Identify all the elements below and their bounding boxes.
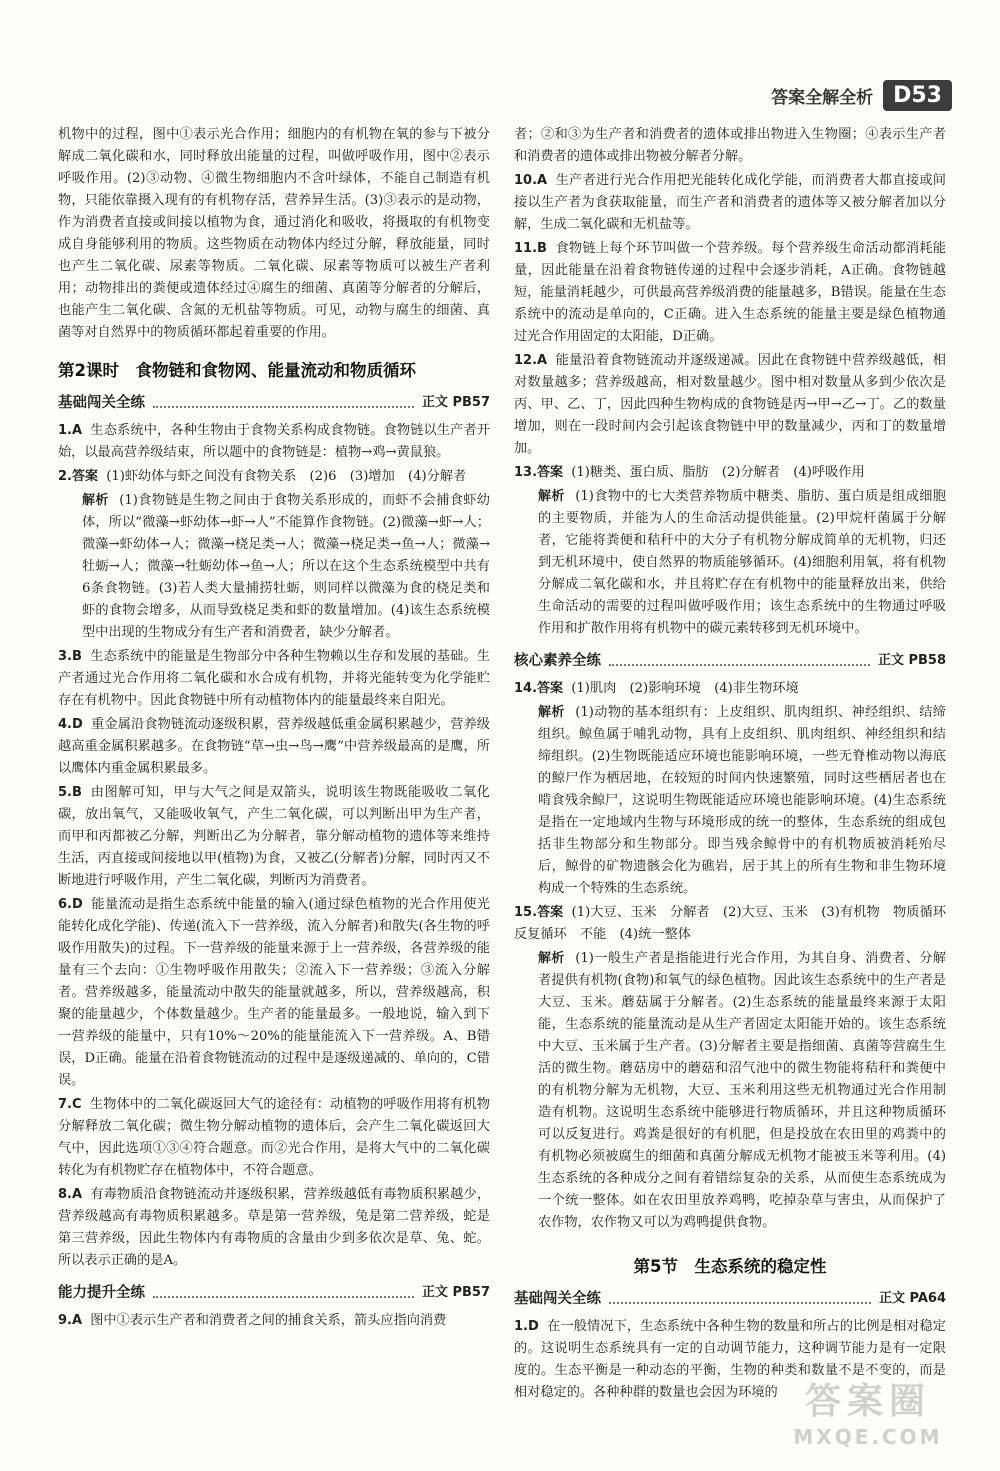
intro-paragraph: 者；②和③为生产者和消费者的遗体或排出物进入生物圈；④表示生产者和消费者的遗体或排出物被分解者分解。 <box>514 127 946 164</box>
item-text: 生物体中的二氧化碳返回大气的途径有：动植物的呼吸作用将有机物分解释放二氧化碳；微生物分解动植物的遗体后，会产生二氧化碳返回大气中，因此选项①③④符合题意。而②光合作用，是将大气中的二氧化碳转化为有机物贮存在植物体中，不符合题意。 <box>58 1097 490 1178</box>
item-number: 7.C <box>58 1097 82 1112</box>
answer-item <box>514 678 946 700</box>
answer-item <box>58 714 490 780</box>
item-number: 1.D <box>514 1319 539 1334</box>
subsection-name: 核心素养全练 <box>514 653 601 669</box>
answer-item <box>58 646 490 712</box>
item-number: 1.A <box>58 423 83 438</box>
item-text: 生产者进行光合作用把光能转化成化学能，而消费者大都直接或间接以生产者为食获取能量，而生产者和消费者的遗体等又被分解者加以分解，生成二氧化碳和无机盐等。 <box>514 173 946 232</box>
answer-item <box>514 350 946 460</box>
subsection-name: 能力提升全练 <box>58 1285 145 1301</box>
item-text: 有毒物质沿食物链流动并逐级积累，营养级越低有毒物质积累越少，营养级越高有毒物质积累越多。草是第一营养级，兔是第二营养级，蛇是第三营养级，因此生物体内有毒物质的含量由少到多依次是草、兔、蛇。所以表示正确的是A。 <box>58 1187 491 1268</box>
intro-paragraph: 机物中的过程，图中①表示光合作用；细胞内的有机物在氧的参与下被分解成二氧化碳和水，同时释放出能量的过程，叫做呼吸作用，图中②表示呼吸作用。(2)③动物、④微生物细胞内不含叶绿体，不能自己制造有机物，只能依靠摄入现有的有机物存活，营养异生活。(3)③表示的是动物，作为消费者直接或间接以植物为食，通过消化和吸收，将摄取的有机物变成自身能够利用的物质。这些物质在动物体内经过分解，释放能量，同时也产生二氧化碳、尿素等物质。二氧化碳、尿素等物质可以被生产者利用；动物排出的粪便或遗体经过④腐生的细菌、真菌等分解者的分解后，也能产生二氧化碳、含氮的无机盐等物质。可见，动物与腐生的细菌、真菌等对自然界中的物质循环都起着重要的作用。 <box>58 127 490 340</box>
analysis-text: (1)一般生产者是指能进行光合作用，为其自身、消费者、分解者提供有机物(食物)和氧气的绿色植物。因此该生态系统中的生产者是大豆、玉米。蘑菇属于分解者。(2)生态系统的能量最终来源于太阳能，生态系统的能量流动是从生产者固定太阳能开始的。该生态系统中大豆、玉米属于生产者。(3)分解者主要是指细菌、真菌等营腐生生活的微生物。蘑菇房中的蘑菇和沼气池中的微生物能将秸秆和粪便中的有机物分解为无机物，大豆、玉米利用这些无机物通过光合作用制造有机物。这说明生态系统中能够进行物质循环，并且这种物质循环可以反复进行。鸡粪是很好的有机肥，但是投放在农田里的鸡粪中的有机物必须被腐生的细菌和真菌分解成无机物才能被玉米等利用。(4)生态系统的各种成分之间有着错综复杂的关系，从而使生态系统成为一个统一整体。如在农田里放养鸡鸭，吃掉杂草与害虫，从而保护了农作物，农作物又可以为鸡鸭提供食物。 <box>538 951 946 1230</box>
item-number: 15.答案 <box>514 905 564 920</box>
item-number: 6.D <box>58 897 83 912</box>
dotted-leader <box>153 398 414 408</box>
item-number: 14.答案 <box>514 681 564 696</box>
subsection-name: 基础闯关全练 <box>514 1291 601 1307</box>
answer-item <box>58 420 490 464</box>
page-header <box>771 80 952 111</box>
subsection-header-basic <box>58 392 490 414</box>
subsection-header-ability <box>58 1282 490 1304</box>
lesson-title: 第2课时 食物链和食物网、能量流动和物质循环 <box>58 361 416 380</box>
subsection-page-ref: 正文 PB57 <box>421 395 490 410</box>
analysis-label: 解析 <box>538 705 565 720</box>
answer-item <box>58 894 490 1092</box>
analysis-paragraph <box>58 490 490 644</box>
answer-item <box>514 170 946 236</box>
answer-item <box>58 1094 490 1182</box>
answer-item <box>58 1310 490 1332</box>
header-title: 答案全解全析 <box>771 88 874 108</box>
right-column <box>514 124 960 1406</box>
item-number: 11.B <box>514 241 547 256</box>
answer-item <box>58 466 490 488</box>
answer-item <box>514 238 946 348</box>
watermark-url: MXQE.COM <box>793 1425 943 1449</box>
item-number: 9.A <box>58 1313 83 1328</box>
subsection-header-basic-2 <box>514 1288 946 1310</box>
item-number: 10.A <box>514 173 548 188</box>
analysis-label: 解析 <box>82 493 109 508</box>
analysis-paragraph <box>514 486 946 640</box>
analysis-text: (1)食物链是生物之间由于食物关系形成的，而虾不会捕食虾幼体，所以“微藻→虾幼体→虾→人”不能算作食物链。(2)微藻→虾→人；微藻→虾幼体→人；微藻→桡足类→人；微藻→桡足类→鱼→人；微藻→牡蛎→人；微藻→牡蛎幼体→鱼→人；所以在这个生态系统模型中共有6条食物链。(3)若人类大量捕捞牡蛎，则同样以微藻为食的桡足类和虾的食物会增多，从而导致桡足类和虾的数量增加。(4)该生态系统模型中出现的生物成分有生产者和消费者，缺少分解者。 <box>82 493 490 640</box>
subsection-page-ref: 正文 PB58 <box>877 653 946 668</box>
item-text: 能量流动是指生态系统中能量的输入(通过绿色植物的光合作用使光能转化成化学能)、传递(流入下一营养级，流入分解者)和散失(各生物的呼吸作用散失)的过程。下一营养级的能量来源于上一营养级，各营养级的能量有三个去向：①生物呼吸作用散失；②流入下一营养级；③流入分解者。营养级越多，能量流动中散失的能量就越多，所以，营养级越高，积聚的能量越少，个体数量越少。生产者的能量最多。一般地说，输入到下一营养级的能量中，只有10%～20%的能量能流入下一营养级。A、B错误，D正确。能量在沿着食物链流动的过程中是逐级递减的、单向的，C错误。 <box>58 897 490 1088</box>
item-text: (1)虾幼体与虾之间没有食物关系 (2)6 (3)增加 (4)分解者 <box>106 469 467 484</box>
watermark-text: 答案圈 <box>804 1381 931 1422</box>
answer-item <box>514 462 946 484</box>
item-text: 重金属沿食物链流动逐级积累，营养级越低重金属积累越少，营养级越高重金属积累越多。在食物链“草→虫→鸟→鹰”中营养级最高的是鹰，所以鹰体内重金属积累最多。 <box>58 717 490 776</box>
item-text: 在一般情况下，生态系统中各种生物的数量和所占的比例是相对稳定的。这说明生态系统具有一定的自动调节能力，这种调节能力是有一定限度的。生态平衡是一种动态的平衡，生物的种类和数量不是不变的，而是相对稳定的。各种种群的数量也会因为环境的 <box>514 1319 946 1400</box>
subsection-page-ref: 正文 PA64 <box>878 1291 946 1306</box>
item-number: 13.答案 <box>514 465 564 480</box>
section-title: 第5节 生态系统的稳定性 <box>633 1257 827 1276</box>
item-text: 图中①表示生产者和消费者之间的捕食关系，箭头应指向消费 <box>90 1313 447 1328</box>
item-text: 食物链上每个环节叫做一个营养级。每个营养级生命活动都消耗能量，因此能量在沿着食物链传递的过程中会逐步消耗，A正确。食物链越短，能量消耗越少，可供最高营养级消费的能量越多，B错误。能量在生态系统中的流动是单向的，C正确。进入生态系统的能量主要是绿色植物通过光合作用固定的太阳能，D正确。 <box>514 241 946 344</box>
analysis-text: (1)食物中的七大类营养物质中糖类、脂肪、蛋白质是组成细胞的主要物质，并能为人的生命活动提供能量。(2)甲烷杆菌属于分解者，它能将粪便和秸秆中的大分子有机物分解成简单的无机物，归还到无机环境中，使自然界的物质能够循环。(4)细胞利用氧，将有机物分解成二氧化碳和水，并且将贮存在有机物中的能量释放出来，供给生命活动的需要的过程叫做呼吸作用；该生态系统中的生物通过呼吸作用和扩散作用将有机物中的碳元素转移到无机环境中。 <box>538 489 946 636</box>
analysis-text: (1)动物的基本组织有：上皮组织、肌肉组织、神经组织、结缔组织。鲸鱼属于哺乳动物，具有上皮组织、肌肉组织、神经组织和结缔组织。(2)生物既能适应环境也能影响环境，一些无脊椎动物以海底的鲸尸作为栖居地，在较短的时间内快速繁殖，同时这些栖居者也在啃食残余鲸尸，这说明生物既能适应环境也能影响环境。(4)生态系统是指在一定地域内生物与环境形成的统一的整体，生态系统的组成包括非生物部分和生物部分。即当残余鲸骨中的有机物质被消耗殆尽后，鲸骨的矿物遗骸会化为礁岩，居于其上的所有生物和非生物环境构成一个特殊的生态系统。 <box>538 705 946 896</box>
item-text: 能量沿着食物链流动并逐级递减。因此在食物链中营养级越低，相对数量越多；营养级越高，相对数量越少。图中相对数量从多到少依次是丙、甲、乙、丁，因此四种生物构成的食物链是丙→甲→乙→丁。乙的数量增加，则在一段时间内会引起该食物链中甲的数量减少，丙和丁的数量增加。 <box>514 353 946 456</box>
item-text: 生态系统中的能量是生物部分中各种生物赖以生存和发展的基础。生产者通过光合作用将二氧化碳和水合成有机物，并将光能转变为化学能贮存在有机物中。因此食物链中所有动植物体内的能量最终来自阳光。 <box>58 649 490 708</box>
dotted-leader <box>609 656 870 666</box>
left-column <box>58 124 490 1334</box>
answer-item <box>58 782 490 892</box>
subsection-name: 基础闯关全练 <box>58 395 145 411</box>
analysis-label: 解析 <box>538 951 565 966</box>
dotted-leader <box>609 1294 871 1304</box>
watermark-logo <box>748 1379 988 1459</box>
subsection-page-ref: 正文 PB57 <box>421 1285 490 1300</box>
item-number: 12.A <box>514 353 548 368</box>
item-number: 2.答案 <box>58 469 98 484</box>
answer-item <box>514 902 960 946</box>
item-number: 4.D <box>58 717 83 732</box>
answer-item <box>58 1184 490 1272</box>
analysis-label: 解析 <box>538 489 565 504</box>
item-text: (1)肌肉 (2)影响环境 (4)非生物环境 <box>571 681 799 696</box>
item-number: 5.B <box>58 785 82 800</box>
analysis-paragraph <box>514 948 946 1234</box>
page-number-badge: D53 <box>883 80 952 111</box>
analysis-paragraph <box>514 702 946 900</box>
dotted-leader <box>153 1288 414 1298</box>
item-text: 生态系统中，各种生物由于食物关系构成食物链。食物链以生产者开始，以最高营养级结束，所以题中的食物链是：植物→鸡→黄鼠狼。 <box>58 423 491 460</box>
item-text: (1)大豆、玉米 分解者 (2)大豆、玉米 (3)有机物 物质循环 反复循环 不能 (4)统一整体 <box>514 905 960 942</box>
subsection-header-core <box>514 650 946 672</box>
item-number: 3.B <box>58 649 82 664</box>
item-text: 由图解可知，甲与大气之间是双箭头，说明该生物既能吸收二氧化碳，放出氧气，又能吸收氧气，产生二氧化碳，可以判断出甲为生产者，而甲和丙都被乙分解，判断出乙为分解者，靠分解动植物的遗体等来维持生活，丙直接或间接地以甲(植物)为食，又被乙(分解者)分解，同时丙又不断地进行呼吸作用，产生二氧化碳，判断丙为消费者。 <box>58 785 490 888</box>
item-text: (1)糖类、蛋白质、脂肪 (2)分解者 (4)呼吸作用 <box>571 465 865 480</box>
item-number: 8.A <box>58 1187 83 1202</box>
